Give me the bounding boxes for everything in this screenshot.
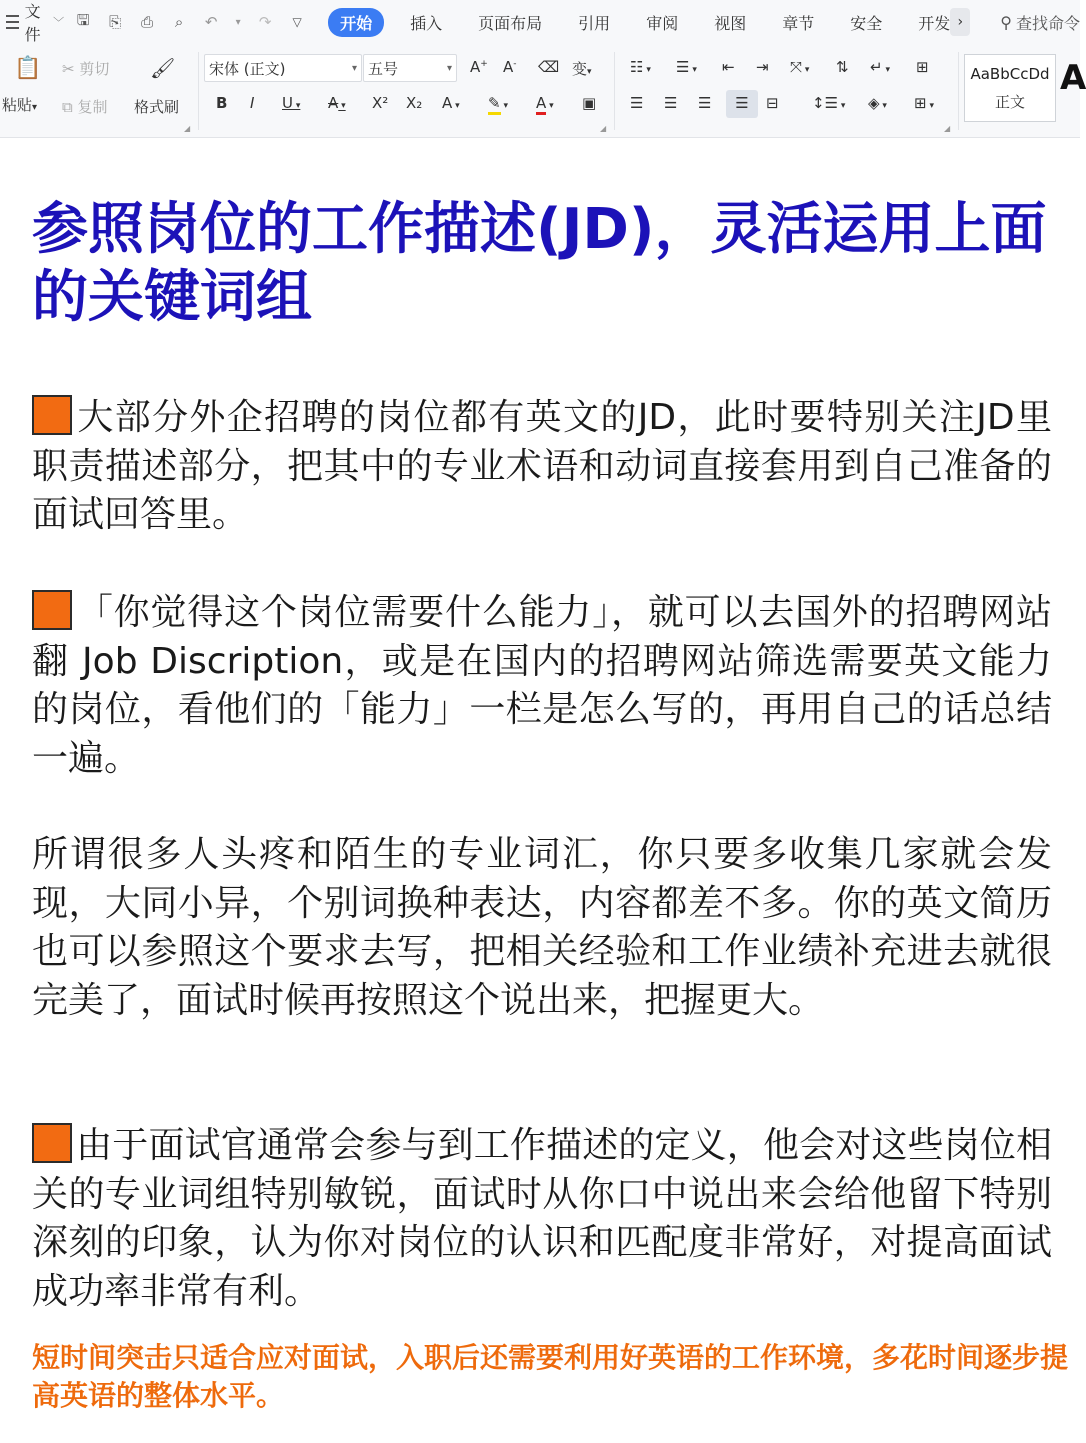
strikethrough-icon[interactable]: A ▾ (328, 94, 346, 112)
align-center-icon[interactable]: ☰ (664, 94, 678, 112)
bullets-icon[interactable]: ☷ ▾ (630, 58, 651, 76)
undo-dropdown-icon[interactable]: ▾ (235, 16, 241, 28)
print-icon[interactable]: ⎙ (141, 13, 154, 31)
font-name-value: 宋体 (正文) (209, 59, 286, 78)
format-painter-label[interactable]: 格式刷 (134, 98, 180, 116)
subscript-icon[interactable]: X₂ (406, 94, 423, 112)
phonetic-guide-icon[interactable]: 变▾ (572, 60, 592, 78)
paragraph-4-text: 由于面试官通常会参与到工作描述的定义，他会对这些岗位相关的专业词组特别敏锐，面试时从你口中说出来会给他留下特别深刻的印象，认为你对岗位的认识和匹配度非常好，对提高面试成功率非常有利。 (32, 1125, 1052, 1312)
cut-label: 剪切 (79, 60, 110, 78)
shading-icon[interactable]: ◈ ▾ (868, 94, 887, 112)
copy-button[interactable] (62, 96, 108, 117)
show-hide-marks-icon[interactable]: ↵ ▾ (870, 58, 890, 76)
font-name-select[interactable] (204, 54, 362, 82)
tab-review[interactable]: 审阅 (646, 13, 679, 33)
tab-security[interactable]: 安全 (850, 13, 883, 33)
copy-icon: ⧉ (62, 98, 73, 116)
chevron-down-icon: ﹀ (53, 16, 65, 29)
paste-icon[interactable]: 📋 (14, 56, 42, 81)
orange-square-bullet-icon (32, 395, 72, 435)
font-size-select[interactable] (363, 54, 457, 82)
paragraph-1 (32, 394, 1052, 540)
underline-icon[interactable]: U ▾ (282, 94, 301, 112)
character-border-icon[interactable]: ▣ (582, 94, 597, 112)
menu-bar (0, 0, 1080, 44)
numbering-icon[interactable]: ☰ ▾ (676, 58, 697, 76)
highlight-icon[interactable]: ✎ ▾ (488, 94, 508, 112)
paragraph-4 (32, 1122, 1052, 1316)
italic-icon[interactable]: I (250, 94, 255, 112)
chevron-down-icon: ▾ (446, 62, 452, 74)
style-normal[interactable] (964, 54, 1056, 122)
paragraph-1-text: 大部分外企招聘的岗位都有英文的JD，此时要特别关注JD里职责描述部分，把其中的专业术语和动词直接套用到自己准备的面试回答里。 (32, 397, 1052, 535)
superscript-icon[interactable]: X² (372, 94, 389, 112)
document-title: 参照岗位的工作描述(JD)，灵活运用上面的关键词组 (32, 197, 1047, 330)
redo-icon[interactable]: ↷ (258, 13, 272, 31)
search-command-label: 查找命令 (1015, 13, 1080, 33)
scissors-icon: ✂ (62, 60, 75, 78)
sort-icon[interactable]: ⇅ (836, 58, 849, 76)
file-menu[interactable] (0, 0, 64, 45)
paragraph-3 (32, 831, 1052, 1025)
bold-icon[interactable]: B (216, 94, 228, 112)
quick-access-toolbar (74, 10, 306, 35)
ribbon-separator (198, 52, 199, 130)
chevron-down-icon: ▾ (351, 62, 357, 74)
search-command[interactable] (1000, 11, 1080, 34)
align-right-icon[interactable]: ☰ (698, 94, 712, 112)
paragraph-dialog-launcher-icon[interactable]: ◢ (944, 124, 951, 133)
ribbon-home (0, 44, 1086, 138)
clipboard-dialog-launcher-icon[interactable]: ◢ (184, 124, 191, 133)
increase-indent-icon[interactable]: ⇥ (756, 58, 769, 76)
tabs-more-arrow-icon[interactable]: › (950, 8, 970, 36)
document-page[interactable] (32, 196, 1069, 1412)
align-justify-icon[interactable]: ☰ (726, 90, 758, 118)
format-painter-icon[interactable]: 🖌 (150, 56, 176, 80)
shrink-font-icon[interactable]: A- (503, 58, 517, 76)
paragraph-2-text: 「你觉得这个岗位需要什么能力」，就可以去国外的招聘网站翻 Job Discription，或是在国内的招聘网站筛选需要英文能力的岗位，看他们的「能力」一栏是怎么写的，再用自己的话总结一遍。 (32, 592, 1052, 779)
copy-label: 复制 (77, 98, 108, 116)
tab-view[interactable]: 视图 (714, 13, 747, 33)
font-color-icon[interactable]: A ▾ (536, 94, 554, 112)
chinese-layout-icon[interactable]: ⤧ ▾ (790, 58, 810, 76)
style-heading-preview[interactable]: A (1060, 58, 1086, 98)
borders-icon[interactable]: ⊞ ▾ (914, 94, 934, 112)
highlight-note: 短时间突击只适合应对面试，入职后还需要利用好英语的工作环境，多花时间逐步提高英语的整体水平。 (32, 1341, 1069, 1412)
file-menu-label: 文件 (24, 2, 41, 44)
ribbon-separator (958, 52, 959, 130)
line-spacing-icon[interactable]: ↕☰ ▾ (812, 94, 846, 112)
align-left-icon[interactable]: ☰ (630, 94, 644, 112)
style-normal-sample: AaBbCcDd (970, 65, 1050, 83)
orange-square-bullet-icon (32, 590, 72, 630)
ruler-tab-icon[interactable]: ⊞ (916, 58, 929, 76)
font-size-value: 五号 (368, 59, 399, 78)
undo-icon[interactable]: ↶ (204, 13, 218, 31)
ribbon-separator (614, 52, 615, 130)
grow-font-icon[interactable]: A+ (470, 58, 488, 76)
paste-label: 粘贴 (2, 96, 33, 114)
paste-button[interactable]: 粘贴▾ (2, 96, 38, 114)
distributed-align-icon[interactable]: ⊟ (766, 94, 779, 112)
cut-button[interactable] (62, 58, 109, 79)
hamburger-icon (6, 15, 19, 29)
export-icon[interactable]: ⎘ (109, 13, 122, 31)
text-effect-icon[interactable]: A ▾ (442, 94, 460, 112)
print-preview-icon[interactable]: ⌕ (174, 13, 184, 31)
clear-format-icon[interactable]: ⌫ (538, 58, 560, 76)
ribbon-tabs (328, 8, 970, 37)
tab-home[interactable]: 开始 (328, 8, 384, 37)
paragraph-2 (32, 589, 1052, 783)
style-normal-label: 正文 (994, 93, 1025, 111)
font-dialog-launcher-icon[interactable]: ◢ (600, 124, 607, 133)
orange-square-bullet-icon (32, 1123, 72, 1163)
tab-references[interactable]: 引用 (578, 13, 611, 33)
paragraph-3-text: 所谓很多人头疼和陌生的专业词汇，你只要多收集几家就会发现，大同小异，个别词换种表达，内容都差不多。你的英文简历也可以参照这个要求去写，把相关经验和工作业绩补充进去就很完美了，面试时候再按照这个说出来，把握更大。 (32, 834, 1052, 1021)
search-icon: ⚲ (1000, 12, 1012, 32)
tab-section[interactable]: 章节 (782, 13, 815, 33)
customize-toolbar-icon[interactable]: ▽ (292, 15, 302, 29)
decrease-indent-icon[interactable]: ⇤ (722, 58, 735, 76)
save-icon[interactable]: 🖫 (76, 10, 90, 29)
tab-insert[interactable]: 插入 (410, 13, 443, 33)
tab-developer[interactable]: 开发 (918, 13, 951, 33)
tab-page-layout[interactable]: 页面布局 (478, 13, 543, 33)
